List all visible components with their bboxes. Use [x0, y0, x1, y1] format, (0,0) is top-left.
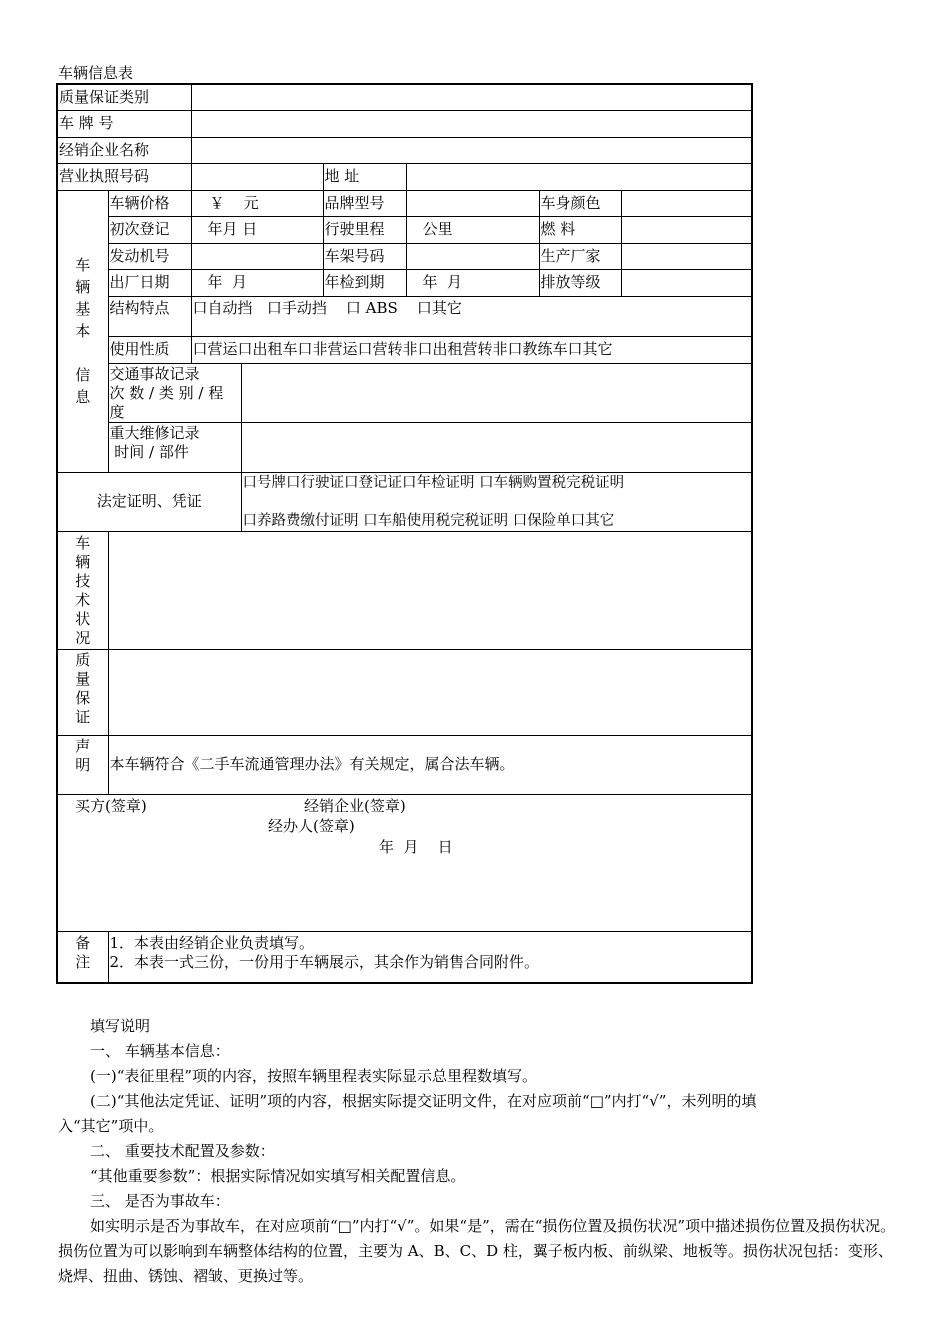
- agent-signature: 经办人(签章): [268, 816, 355, 835]
- section-1a: (一)“表征里程”项的内容，按照车辆里程表实际显示总里程数填写。: [90, 1067, 538, 1085]
- mileage-field[interactable]: 公里: [406, 216, 539, 243]
- section-3-heading: 三、 是否为事故车：: [90, 1192, 230, 1210]
- brand-label: 品牌型号: [323, 190, 406, 216]
- emission-field[interactable]: [621, 269, 752, 296]
- section-3a: 如实明示是否为事故车，在对应项前“□”内打“√”。如果“是”，需在“损伤位置及损伤状况”项中描述损伤位置及损伤状况。损伤位置为可以影响到车辆整体结构的位置，主要为 A、B、C、D 柱，翼子板内板、前纵梁、地板等。损伤状况包括：变形、烧焊、扭曲、锈蚀、褶皱、更换过等。: [58, 1217, 896, 1285]
- dealer-name-field[interactable]: [191, 137, 752, 163]
- vin-field[interactable]: [406, 243, 539, 269]
- inspect-field[interactable]: 年 月: [406, 269, 539, 296]
- first-reg-field[interactable]: 年月 日: [191, 216, 323, 243]
- instructions-title: 填写说明: [90, 1017, 151, 1035]
- dealer-signature: 经销企业(签章): [304, 796, 406, 815]
- filling-instructions: [58, 1014, 898, 1289]
- brand-field[interactable]: [406, 190, 539, 216]
- license-no-field[interactable]: [191, 163, 323, 190]
- section-1b-line1: (二)“其他法定凭证、证明”项的内容，根据实际提交证明文件，在对应项前“□”内打“√”，未列明的填: [90, 1092, 757, 1110]
- basic-info-section-label: 车 辆 基 本 信 息: [57, 190, 108, 472]
- certificates-options[interactable]: 口号牌口行驶证口登记证口年检证明 口车辆购置税完税证明 口养路费缴付证明 口车船使用税完税证明 口保险单口其它: [241, 472, 752, 531]
- mfg-date-label: 出厂日期: [108, 269, 191, 296]
- section-2a: “其他重要参数”：根据实际情况如实填写相关配置信息。: [90, 1167, 466, 1185]
- usage-label: 使用性质: [108, 336, 191, 363]
- mfg-date-field[interactable]: 年 月: [191, 269, 323, 296]
- tech-status-label: 车 辆 技 术 状 况: [57, 531, 108, 649]
- remarks-text: 1．本表由经销企业负责填写。 2．本表一式三份，一份用于车辆展示，其余作为销售合同附件。: [108, 931, 752, 983]
- quality-category-field[interactable]: [191, 84, 752, 110]
- vin-label: 车架号码: [323, 243, 406, 269]
- form-title: 车辆信息表: [58, 64, 134, 82]
- dealer-name-label: 经销企业名称: [57, 137, 191, 163]
- first-reg-label: 初次登记: [108, 216, 191, 243]
- color-label: 车身颜色: [539, 190, 621, 216]
- vehicle-info-table: [56, 83, 753, 984]
- usage-options[interactable]: 口营运口出租车口非营运口营转非口出租营转非口教练车口其它: [191, 336, 752, 363]
- price-field[interactable]: ￥ 元: [191, 190, 323, 216]
- repair-record-label: 重大维修记录 时间 / 部件: [108, 422, 241, 472]
- plate-field[interactable]: [191, 110, 752, 137]
- remarks-label: 备 注: [57, 931, 108, 983]
- buyer-signature: 买方(签章): [75, 796, 147, 815]
- certificates-label: 法定证明、凭证: [57, 472, 241, 531]
- accident-record-label: 交通事故记录 次 数 / 类 别 / 程 度: [108, 363, 241, 422]
- section-1b-line2: 入“其它”项中。: [58, 1117, 164, 1135]
- address-label: 地 址: [323, 163, 406, 190]
- inspect-label: 年检到期: [323, 269, 406, 296]
- quality-guarantee-label: 质 量 保 证: [57, 649, 108, 735]
- emission-label: 排放等级: [539, 269, 621, 296]
- accident-record-field[interactable]: [241, 363, 752, 422]
- maker-label: 生产厂家: [539, 243, 621, 269]
- fuel-label: 燃 料: [539, 216, 621, 243]
- section-1-heading: 一、 车辆基本信息：: [90, 1042, 230, 1060]
- address-field[interactable]: [406, 163, 752, 190]
- repair-record-field[interactable]: [241, 422, 752, 472]
- mileage-label: 行驶里程: [323, 216, 406, 243]
- plate-label: 车 牌 号: [57, 110, 191, 137]
- quality-category-label: 质量保证类别: [57, 84, 191, 110]
- fuel-field[interactable]: [621, 216, 752, 243]
- maker-field[interactable]: [621, 243, 752, 269]
- statement-text: 本车辆符合《二手车流通管理办法》有关规定，属合法车辆。: [108, 735, 752, 794]
- engine-field[interactable]: [191, 243, 323, 269]
- price-label: 车辆价格: [108, 190, 191, 216]
- statement-label: 声 明: [57, 735, 108, 794]
- signature-date: 年 月 日: [379, 837, 453, 856]
- section-2-heading: 二、 重要技术配置及参数：: [90, 1142, 275, 1160]
- color-field[interactable]: [621, 190, 752, 216]
- tech-status-field[interactable]: [108, 531, 752, 649]
- signature-area[interactable]: [57, 794, 752, 931]
- quality-guarantee-field[interactable]: [108, 649, 752, 735]
- structure-label: 结构特点: [108, 296, 191, 336]
- structure-options[interactable]: 口自动挡 口手动挡 口 ABS 口其它: [191, 296, 752, 336]
- engine-label: 发动机号: [108, 243, 191, 269]
- license-no-label: 营业执照号码: [57, 163, 191, 190]
